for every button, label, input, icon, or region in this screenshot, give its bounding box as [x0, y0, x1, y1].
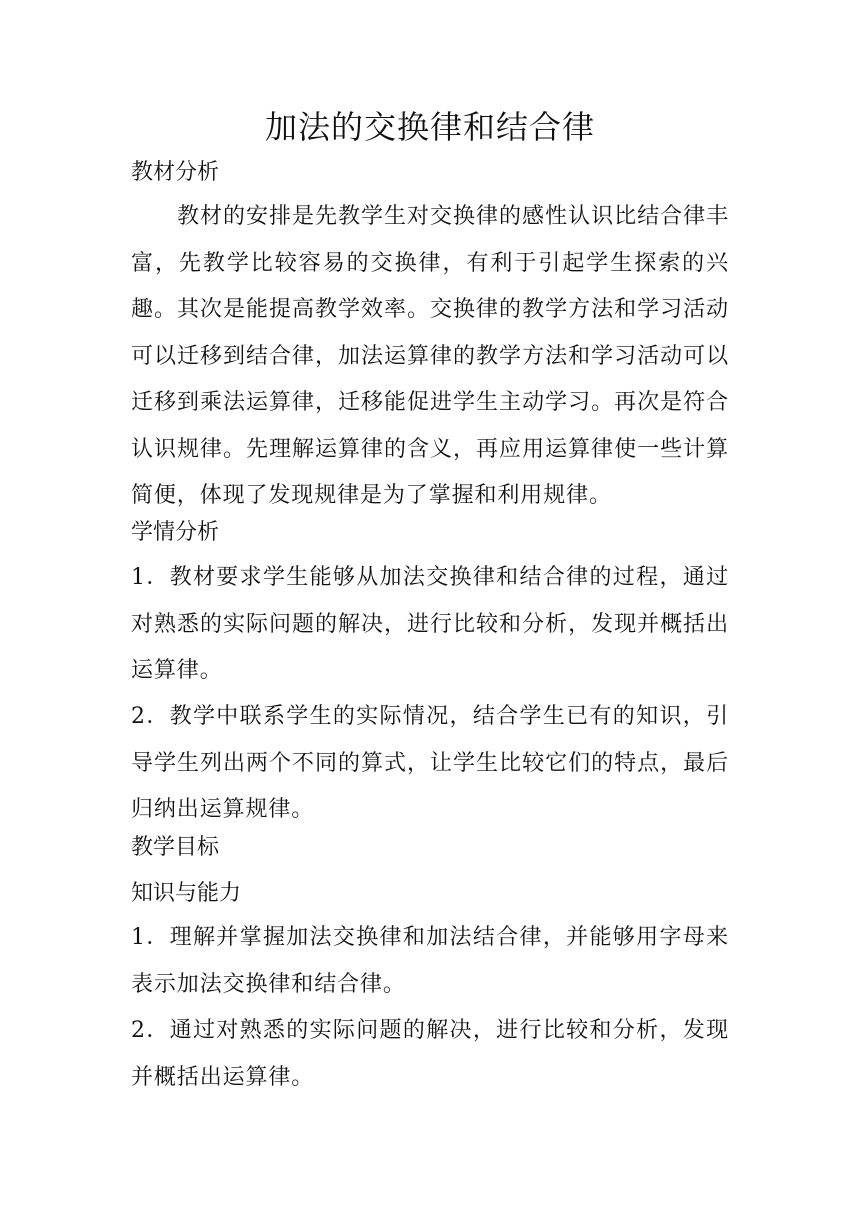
- textbook-analysis-paragraph: 教材的安排是先教学生对交换律的感性认识比结合律丰富，先教学比较容易的交换律，有利于引起学生探索的兴趣。其次是能提高教学效率。交换律的教学方法和学习活动可以迁移到结合律，加法运算律的教学方法和学习活动可以迁移到乘法运算律，迁移能促进学生主动学习。再次是符合认识规律。先理解运算律的含义，再应用运算律使一些计算简便，体现了发现规律是为了掌握和利用规律。: [131, 204, 729, 508]
- objective-item-2: 2．通过对熟悉的实际问题的解决，进行比较和分析，发现并概括出运算律。: [131, 1018, 729, 1090]
- document-title: 加法的交换律和结合律: [264, 108, 595, 146]
- section-heading-teaching-objectives: 教学目标: [131, 835, 220, 860]
- student-analysis-item-2: 2．教学中联系学生的实际情况，结合学生已有的知识，引导学生列出两个不同的算式，让学生比较它们的特点，最后归纳出运算规律。: [131, 704, 729, 822]
- subheading-knowledge-and-ability: 知识与能力: [131, 881, 242, 906]
- objective-item-1: 1．理解并掌握加法交换律和加法结合律，并能够用字母来表示加法交换律和结合律。: [131, 925, 729, 997]
- student-analysis-item-1: 1．教材要求学生能够从加法交换律和结合律的过程，通过对熟悉的实际问题的解决，进行比较和分析，发现并概括出运算律。: [131, 565, 729, 683]
- section-heading-textbook-analysis: 教材分析: [131, 160, 220, 185]
- section-heading-student-analysis: 学情分析: [131, 520, 220, 545]
